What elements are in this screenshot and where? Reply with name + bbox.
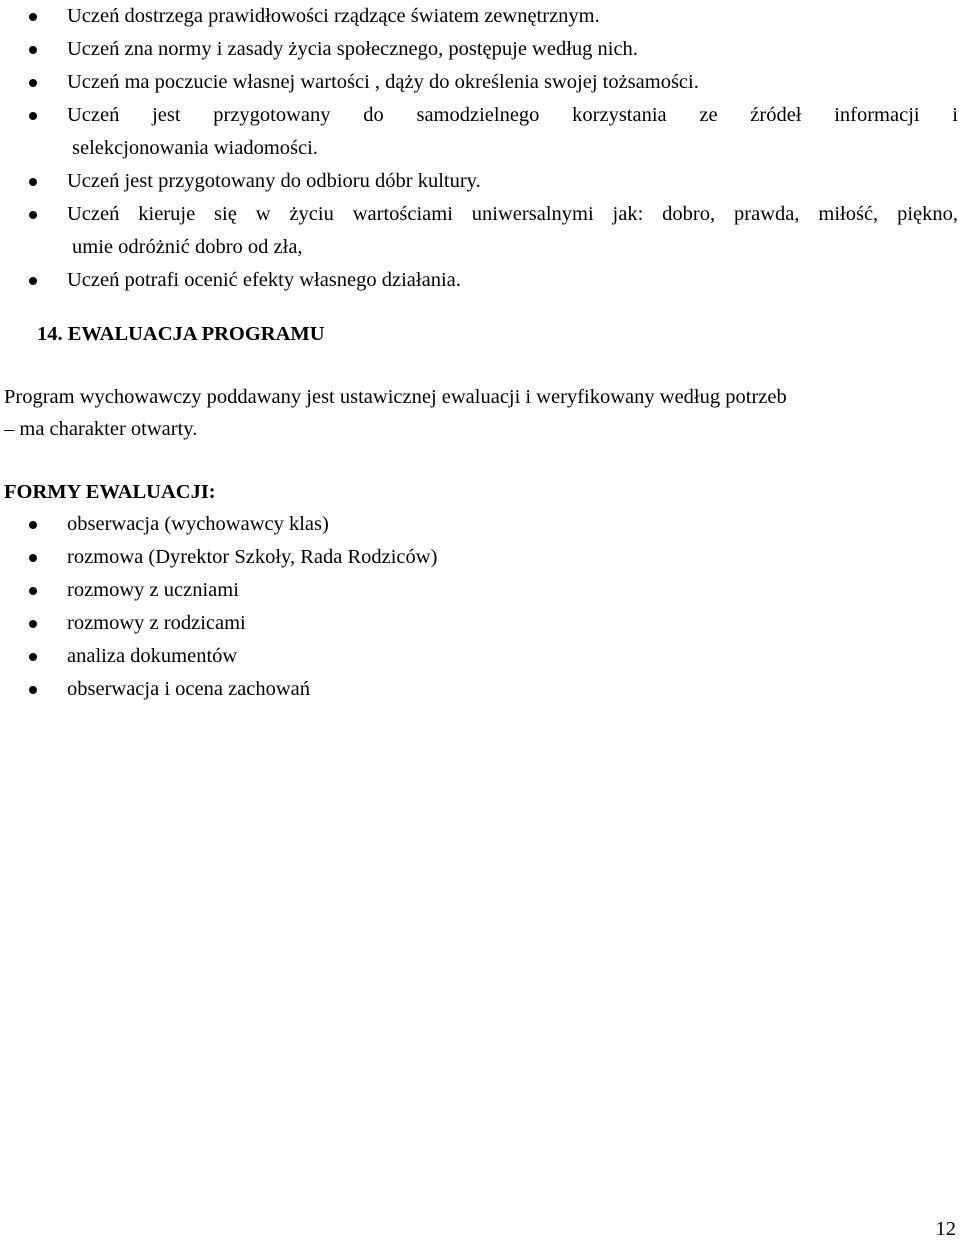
forms-list bbox=[0, 508, 900, 706]
list-item bbox=[0, 508, 900, 541]
bullet-icon bbox=[29, 46, 37, 54]
list-item bbox=[0, 673, 900, 706]
bullet-icon bbox=[29, 686, 37, 694]
list-item-text: rozmowy z rodzicami bbox=[67, 612, 246, 634]
bullet-icon bbox=[29, 653, 37, 661]
section-heading: 14. EWALUACJA PROGRAMU bbox=[37, 323, 325, 345]
list-item bbox=[0, 640, 900, 673]
list-item bbox=[0, 607, 900, 640]
list-item-text: obserwacja (wychowawcy klas) bbox=[67, 513, 329, 535]
bullet-icon bbox=[29, 277, 37, 285]
bullet-icon bbox=[29, 554, 37, 562]
paragraph-line-2: – ma charakter otwarty. bbox=[4, 418, 198, 440]
outcomes-list bbox=[0, 0, 958, 297]
list-item bbox=[0, 0, 958, 33]
bullet-icon bbox=[29, 521, 37, 529]
list-item-text: Uczeń zna normy i zasady życia społecznego, postępuje według nich. bbox=[67, 38, 638, 60]
bullet-icon bbox=[29, 13, 37, 21]
bullet-icon bbox=[29, 178, 37, 186]
bullet-icon bbox=[29, 211, 37, 219]
list-item-text: Uczeń ma poczucie własnej wartości , dąży do określenia swojej tożsamości. bbox=[67, 71, 699, 93]
list-item bbox=[0, 198, 958, 264]
paragraph-line-1: Program wychowawczy poddawany jest ustawicznej ewaluacji i weryfikowany według potrzeb bbox=[4, 386, 787, 408]
section-paragraph bbox=[4, 381, 944, 445]
bullet-icon bbox=[29, 112, 37, 120]
bullet-icon bbox=[29, 79, 37, 87]
list-item-line-2: selekcjonowania wiadomości. bbox=[72, 137, 318, 159]
list-item-line-2: umie odróżnić dobro od zła, bbox=[72, 236, 303, 258]
list-item bbox=[0, 264, 958, 297]
list-item bbox=[0, 165, 958, 198]
list-item-text: rozmowy z uczniami bbox=[67, 579, 239, 601]
bullet-icon bbox=[29, 587, 37, 595]
list-item bbox=[0, 66, 958, 99]
bullet-icon bbox=[29, 620, 37, 628]
list-item bbox=[0, 541, 900, 574]
list-item-text: obserwacja i ocena zachowań bbox=[67, 678, 311, 700]
list-item bbox=[0, 574, 900, 607]
list-item-text: analiza dokumentów bbox=[67, 645, 238, 667]
list-item-text: Uczeń potrafi ocenić efekty własnego działania. bbox=[67, 269, 461, 291]
list-item-text: Uczeń dostrzega prawidłowości rządzące światem zewnętrznym. bbox=[67, 5, 600, 27]
list-item-text: Uczeń jest przygotowany do odbioru dóbr kultury. bbox=[67, 170, 481, 192]
list-item-text: rozmowa (Dyrektor Szkoły, Rada Rodziców) bbox=[67, 546, 438, 568]
list-item bbox=[0, 33, 958, 66]
list-item-line-1: Uczeń kieruje się w życiu wartościami uniwersalnymi jak: dobro, prawda, miłość, piękno, bbox=[67, 203, 958, 225]
forms-heading: FORMY EWALUACJI: bbox=[4, 481, 216, 503]
page-number: 12 bbox=[935, 1218, 956, 1240]
list-item bbox=[0, 99, 958, 165]
list-item-line-1: Uczeń jest przygotowany do samodzielnego korzystania ze źródeł informacji i bbox=[67, 104, 958, 126]
